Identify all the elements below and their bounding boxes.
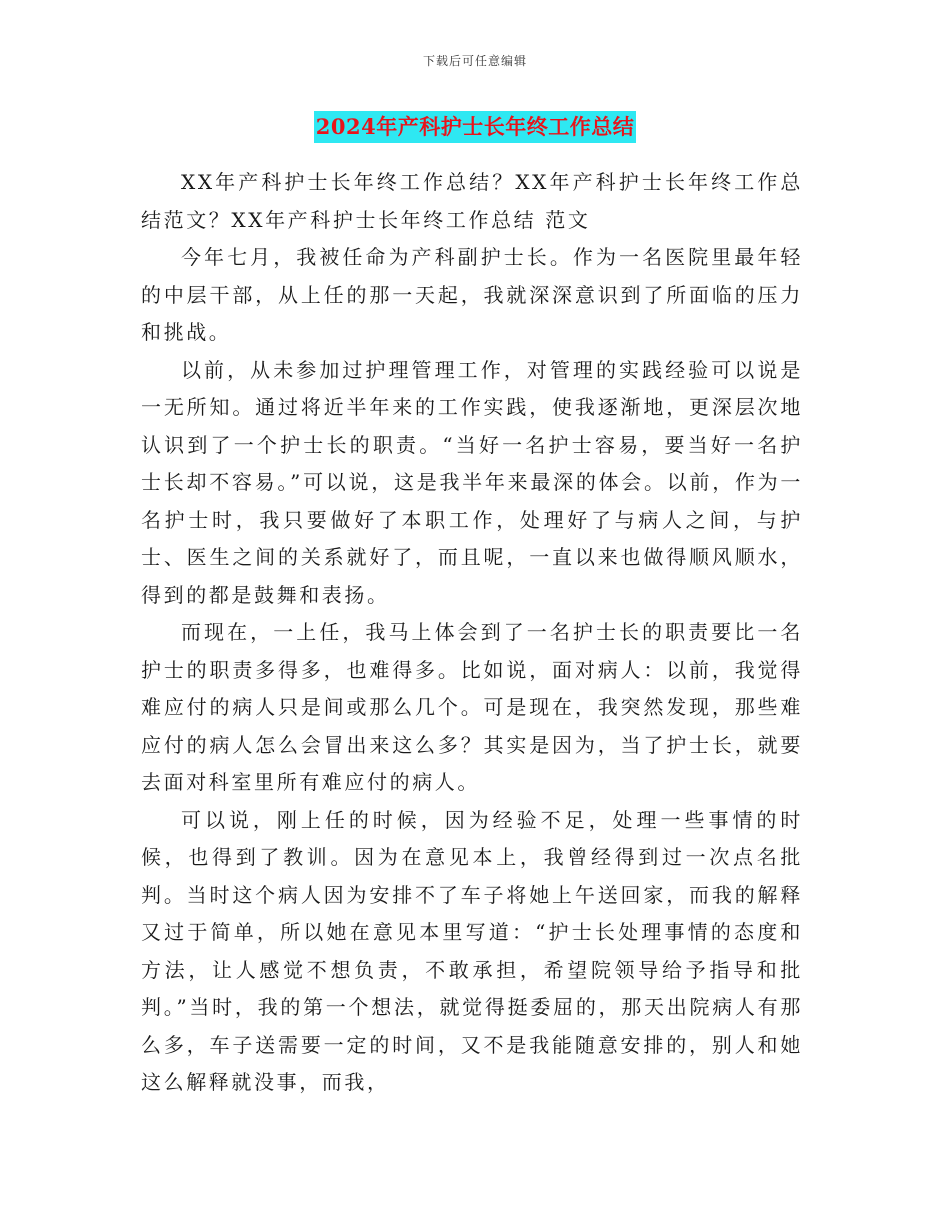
paragraph-past-experience: 以前，从未参加过护理管理工作，对管理的实践经验可以说是一无所知。通过将近半年来的工作实践，使我逐渐地，更深层次地认识到了一个护士长的职责。“当好一名护士容易，要当好一名护士长却不容易。”可以说，这是我半年来最深的体会。以前，作为一名护士时，我只要做好了本职工作，处理好了与病人之间，与护士、医生之间的关系就好了，而且呢，一直以来也做得顺风顺水，得到的都是鼓舞和表扬。 (141, 357, 803, 607)
document-title: 2024年产科护士长年终工作总结 (314, 111, 636, 143)
paragraph-new-duties: 而现在，一上任，我马上体会到了一名护士长的职责要比一名护士的职责多得多，也难得多。比如说，面对病人：以前，我觉得难应付的病人只是间或那么几个。可是现在，我突然发现，那些难应付的病人怎么会冒出来这么多？其实是因为，当了护士长，就要去面对科室里所有难应付的病人。 (141, 620, 803, 794)
title-container (0, 111, 950, 143)
paragraph-lesson: 可以说，刚上任的时候，因为经验不足，处理一些事情的时候，也得到了教训。因为在意见本上，我曾经得到过一次点名批判。当时这个病人因为安排不了车子将她上午送回家，而我的解释又过于简单，所以她在意见本里写道：“护士长处理事情的态度和方法，让人感觉不想负责，不敢承担，希望院领导给予指导和批判。”当时，我的第一个想法，就觉得挺委屈的，那天出院病人有那么多，车子送需要一定的时间，又不是我能随意安排的，别人和她这么解释就没事，而我， (141, 807, 803, 1094)
document-body (141, 164, 803, 1102)
page-header-note: 下载后可任意编辑 (422, 54, 527, 68)
paragraph-appointment: 今年七月，我被任命为产科副护士长。作为一名医院里最年轻的中层干部，从上任的那一天起，我就深深意识到了所面临的压力和挑战。 (141, 245, 803, 344)
paragraph-intro: XX年产科护士长年终工作总结？XX年产科护士长年终工作总结范文？XX年产科护士长年终工作总结 范文 (141, 170, 803, 232)
